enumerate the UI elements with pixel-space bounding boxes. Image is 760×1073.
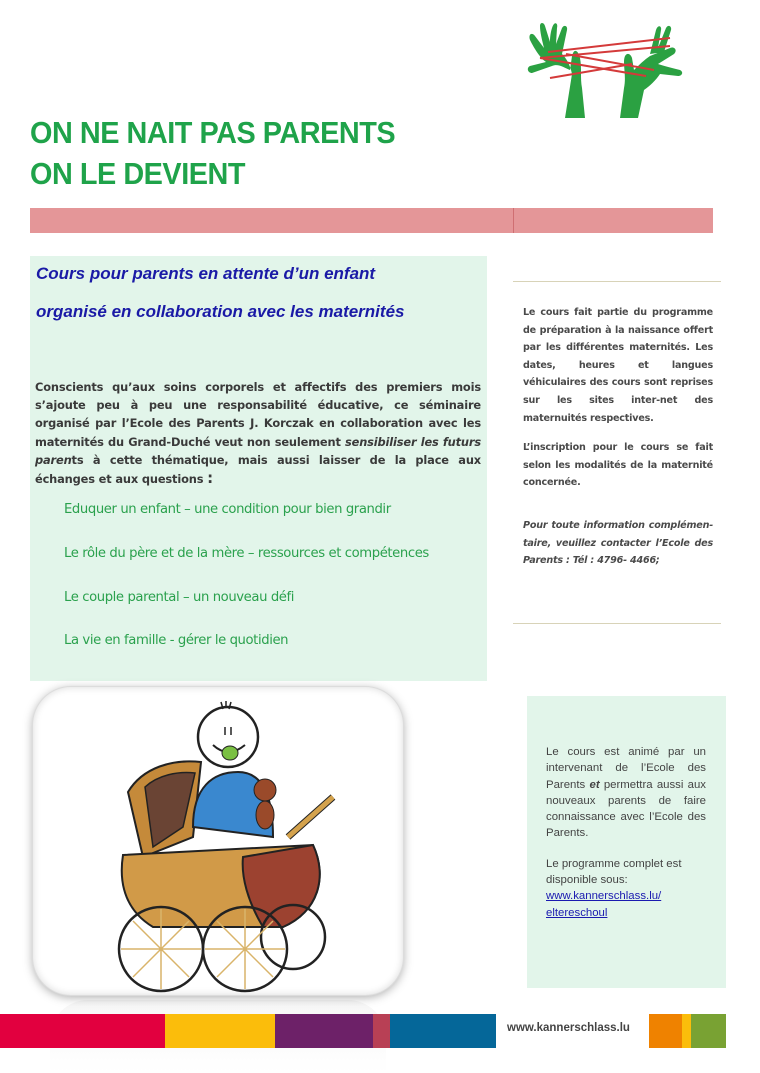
footer-stripe-red [0,1014,165,1048]
program-info [523,304,713,504]
course-description-panel [30,256,487,681]
divider-line [513,281,721,282]
title-line-1: ON NE NAIT PAS PARENTS [30,115,396,150]
intro-text-1: Conscients qu’aux soins corporels et affectifs des premiers mois s’ajoute peu à peu une responsabilité éducative, ce séminaire organisé par l’Ecole des Parents J. Korczak en collaboration avec les maternités du Grand-Duché veut non seulement [35,380,481,449]
course-info-box [527,696,726,988]
footer-logo-yellow [682,1014,691,1048]
contact-info: Pour toute information complémen-taire, veuillez contacter l’Ecole des Parents : Tél : 4796- 4466; [523,520,713,567]
footer-stripe-yellow [165,1014,275,1048]
intro-text-2: ts à cette thématique, mais aussi laisser de la place aux échanges et aux questions [35,452,481,487]
program-availability-text: Le programme complet est disponible sous: [546,857,682,887]
course-subtitle: Cours pour parents en attente d’un enfant [36,264,376,283]
course-collaboration-subtitle: organisé en collaboration avec les maternités [36,302,405,321]
intro-paragraph [35,378,481,488]
page-title [30,112,395,194]
baby-in-pram-illustration [33,687,403,995]
facilitator-text-1: Le cours est animé par un intervenant de l’Ecole des Parents [546,746,706,791]
program-paragraph: Le cours fait partie du programme de préparation à la naissance offert par les différentes maternités. Les dates, heures et langues véhiculaires des cours sont reprises sur les sites inter-net des maternuités respectives. [523,307,713,424]
footer-stripe-blue [390,1014,496,1048]
title-line-2: ON LE DEVIENT [30,156,246,191]
registration-paragraph: L’inscription pour le cours se fait selon les modalités de la maternité concernée. [523,442,713,489]
bar-divider [513,208,514,233]
topic-item: Le couple parental – un nouveau défi [64,590,295,605]
topic-item: La vie en famille - gérer le quotidien [64,633,289,648]
footer-website: www.kannerschlass.lu [507,1022,630,1034]
divider-line [513,623,721,624]
footer-stripe-rose [373,1014,390,1048]
link-line-1[interactable]: www.kannerschlass.lu/ [546,890,662,903]
facilitator-paragraph [546,744,706,842]
program-availability [546,856,706,921]
link-line-2[interactable]: eltereschoul [546,906,608,919]
info-text [546,744,706,935]
facilitator-text-2: permettra aussi aux nouveaux parents de faire connaissance avec l’Ecole des Parents. [546,778,706,840]
topic-item: Eduquer un enfant – une condition pour bien grandir [64,502,391,517]
footer-logo-orange [649,1014,682,1048]
footer-logo-green [691,1014,726,1048]
intro-colon: : [207,469,214,488]
footer-stripe-purple [275,1014,373,1048]
hands-with-string-icon [510,18,700,123]
facilitator-emphasis: et [589,778,600,791]
intro-emphasis: sensibiliser les futurs paren [35,434,481,467]
decorative-pink-bar [30,208,713,233]
topic-item: Le rôle du père et de la mère – ressources et compétences [64,546,429,561]
eltereschoul-link[interactable] [546,890,661,918]
